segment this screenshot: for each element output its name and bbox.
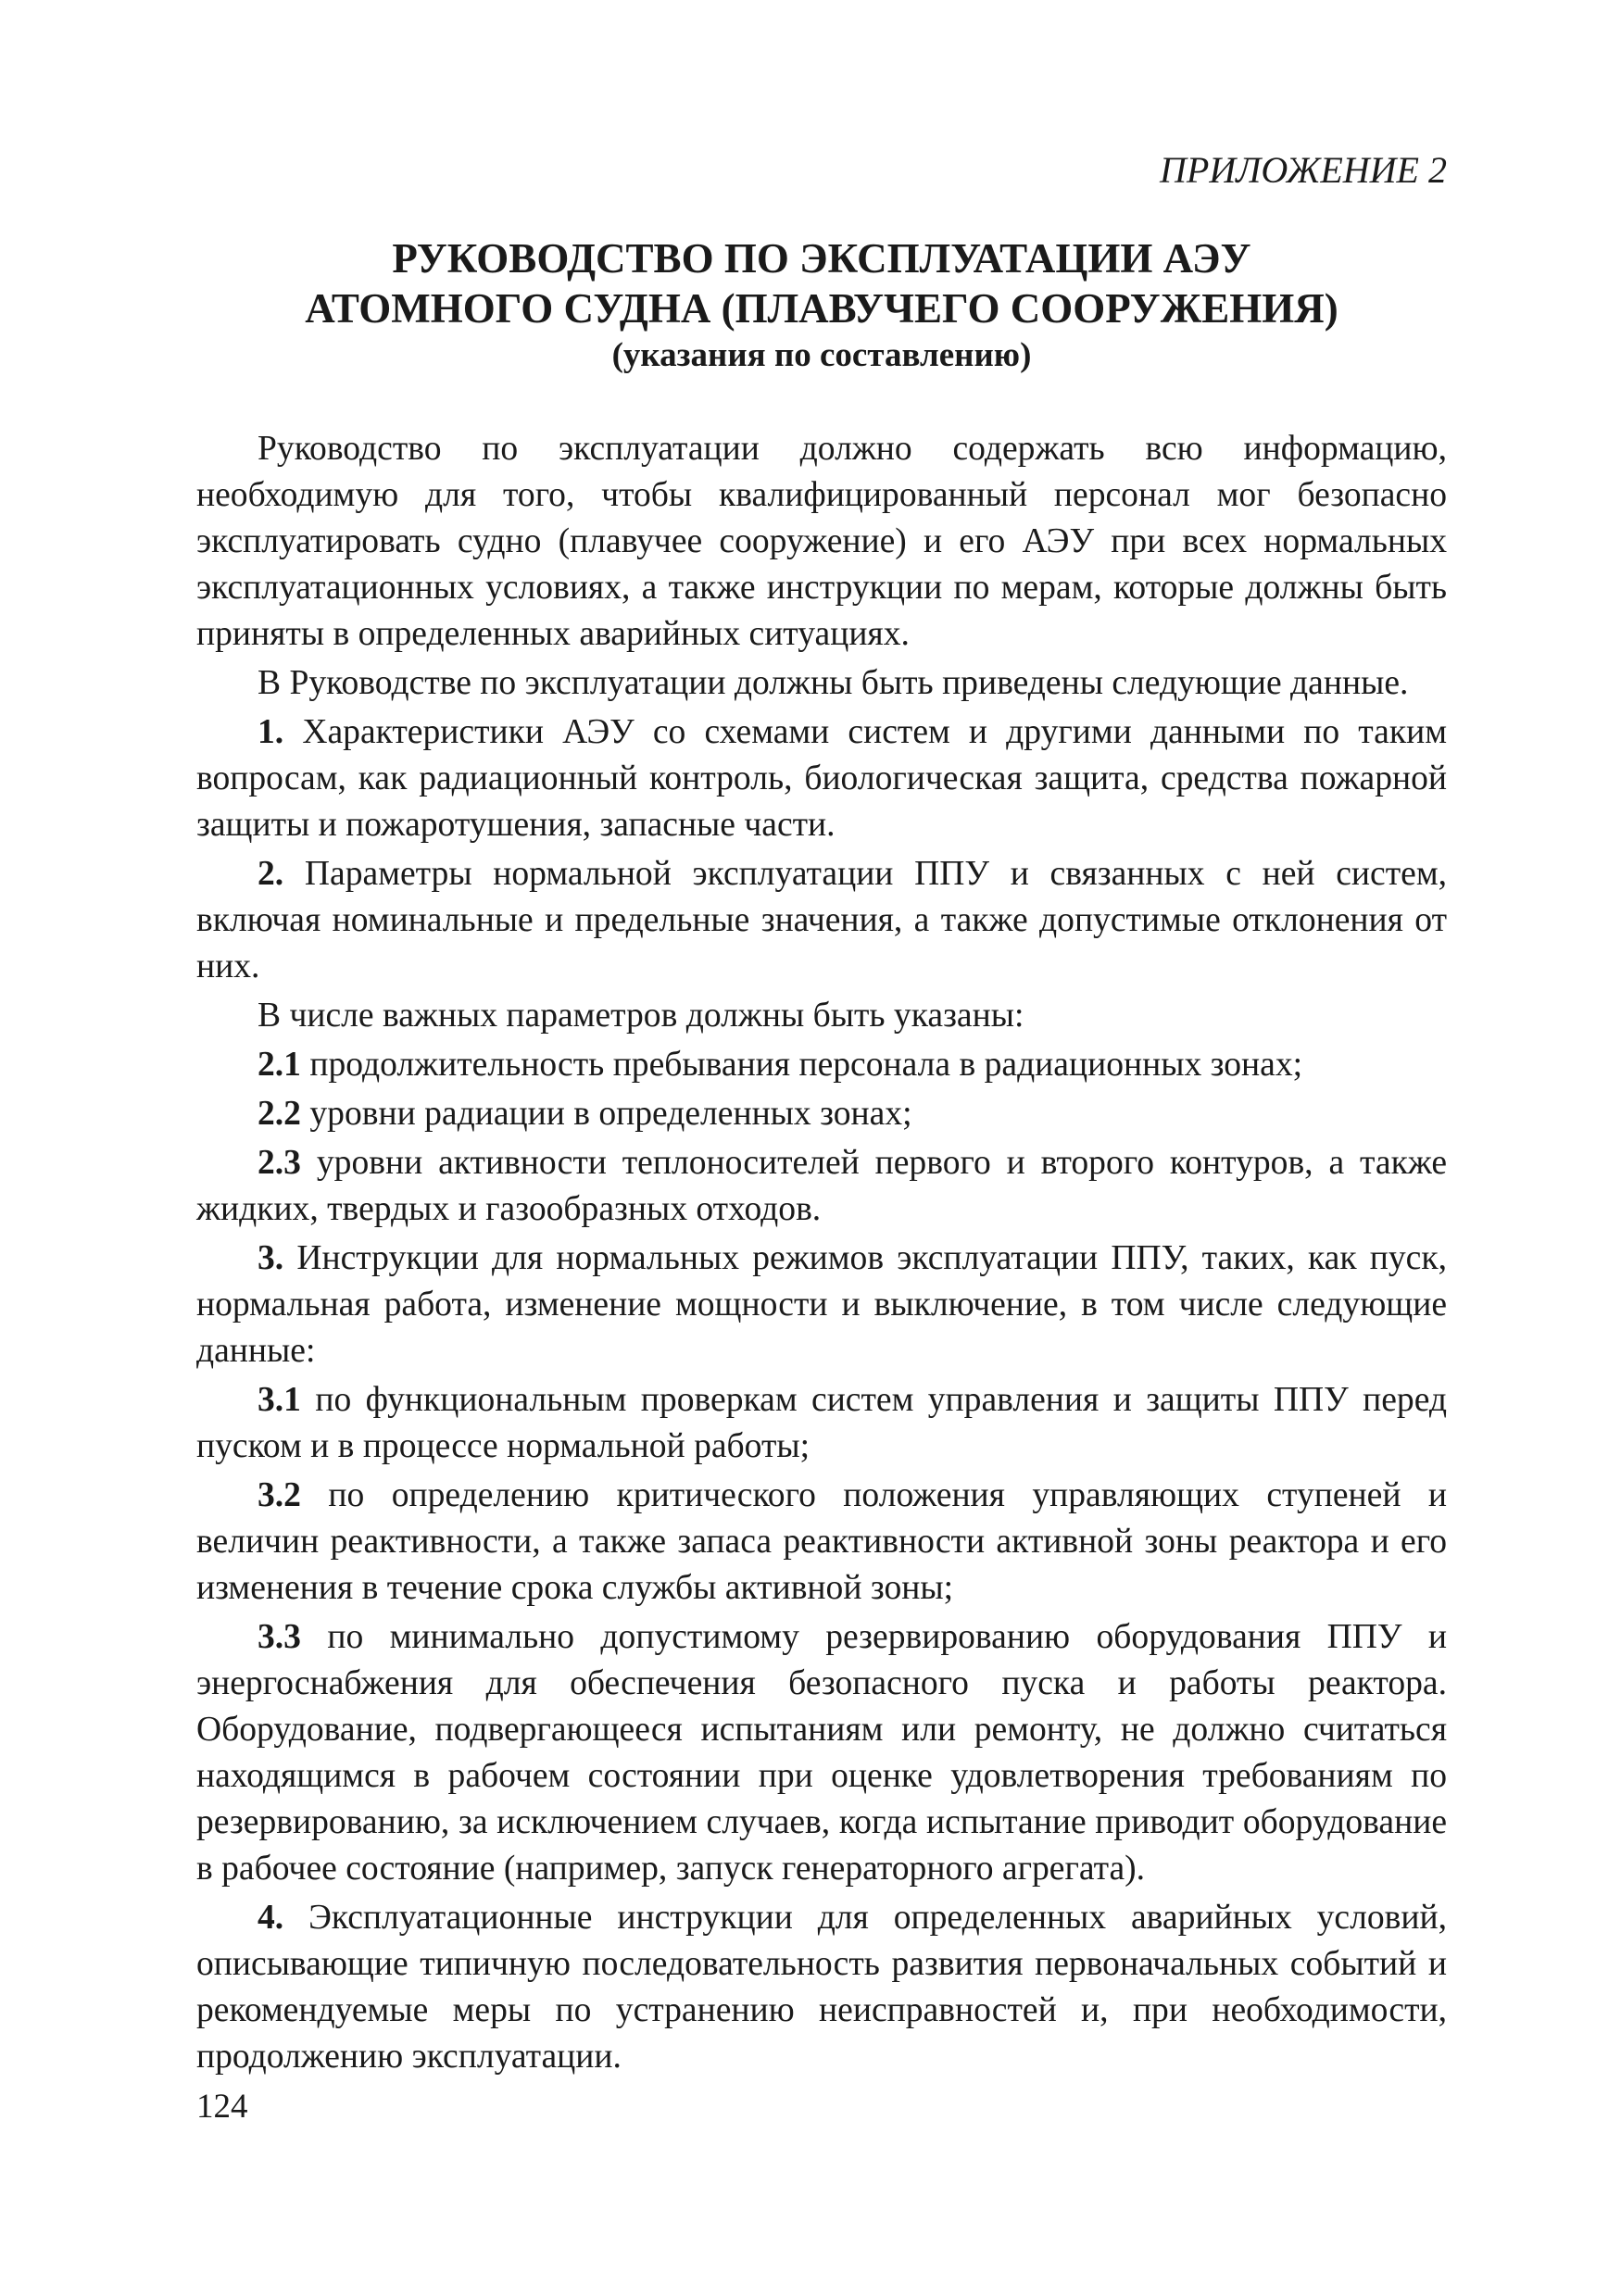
item-number: 3.1 [258,1381,301,1419]
item-text: продолжительность пребывания персонала в радиационных зонах; [309,1046,1303,1084]
item-number: 2.1 [258,1046,301,1084]
item-number: 2.3 [258,1144,301,1182]
numbered-item [196,1377,1447,1470]
item-text: по функциональным проверкам систем управления и защиты ППУ перед пуском и в процессе нормальной работы; [196,1381,1447,1465]
item-text: Параметры нормальной эксплуатации ППУ и связанных с ней систем, включая номинальные и предельные значения, а также допустимые отклонения от них. [196,855,1447,985]
item-text: уровни радиации в определенных зонах; [309,1095,912,1133]
numbered-item [196,1895,1447,2080]
item-text: Характеристики АЭУ со схемами систем и другими данными по таким вопросам, как радиационный контроль, биологическая защита, средства пожарной защиты и пожаротушения, запасные части. [196,713,1447,844]
item-number: 4. [258,1899,284,1937]
paragraph-text: В числе важных параметров должны быть указаны: [258,997,1024,1035]
item-number: 2.2 [258,1095,301,1133]
item-number: 3. [258,1239,284,1277]
document-page [196,148,1447,2080]
document-body [196,426,1447,2080]
paragraph-text: В Руководстве по эксплуатации должны быть приведены следующие данные. [258,664,1409,702]
numbered-item [196,709,1447,848]
appendix-label: ПРИЛОЖЕНИЕ 2 [1160,149,1447,191]
subtitle: (указания по составлению) [611,336,1032,374]
paragraph [196,660,1447,707]
item-number: 1. [258,713,284,751]
item-text: уровни активности теплоносителей первого и второго контуров, а также жидких, твердых и газообразных отходов. [196,1144,1447,1228]
item-number: 2. [258,855,284,893]
item-text: Инструкции для нормальных режимов эксплуатации ППУ, таких, как пуск, нормальная работа, изменение мощности и выключение, в том числе следующие данные: [196,1239,1447,1370]
item-text: Эксплуатационные инструкции для определенных аварийных условий, описывающие типичную последовательность развития первоначальных событий и рекомендуемые меры по устранению неисправностей и, при необходимости, продолжению эксплуатации. [196,1899,1447,2076]
paragraph [196,993,1447,1039]
item-number: 3.2 [258,1476,301,1514]
numbered-item [196,1042,1447,1088]
item-number: 3.3 [258,1618,301,1656]
title-line-1: РУКОВОДСТВО ПО ЭКСПЛУАТАЦИИ АЭУ [392,235,1251,282]
numbered-item [196,1140,1447,1233]
numbered-item [196,1614,1447,1892]
paragraph-text: Руководство по эксплуатации должно содержать всю информацию, необходимую для того, чтобы квалифицированный персонал мог безопасно эксплуатировать судно (плавучее сооружение) и его АЭУ при всех нормальных эксплуатационных условиях, а также инструкции по мерам, которые должны быть приняты в определенных аварийных ситуациях. [196,430,1447,653]
numbered-item [196,1236,1447,1374]
paragraph [196,426,1447,658]
page-number: 124 [196,2088,248,2126]
numbered-item [196,851,1447,990]
numbered-item [196,1091,1447,1137]
numbered-item [196,1473,1447,1612]
item-text: по определению критического положения управляющих ступеней и величин реактивности, а также запаса реактивности активной зоны реактора и его изменения в течение срока службы активной зоны; [196,1476,1447,1607]
title-line-2: АТОМНОГО СУДНА (ПЛАВУЧЕГО СООРУЖЕНИЯ) [305,285,1338,332]
item-text: по минимально допустимому резервированию оборудования ППУ и энергоснабжения для обеспечения безопасного пуска и работы реактора. Оборудование, подвергающееся испытаниям или ремонту, не должно считаться находящимся в рабочем состоянии при оценке удовлетворения требованиям по резервированию, за исключением случаев, когда испытание приводит оборудование в рабочее состояние (например, запуск генераторного агрегата). [196,1618,1447,1888]
